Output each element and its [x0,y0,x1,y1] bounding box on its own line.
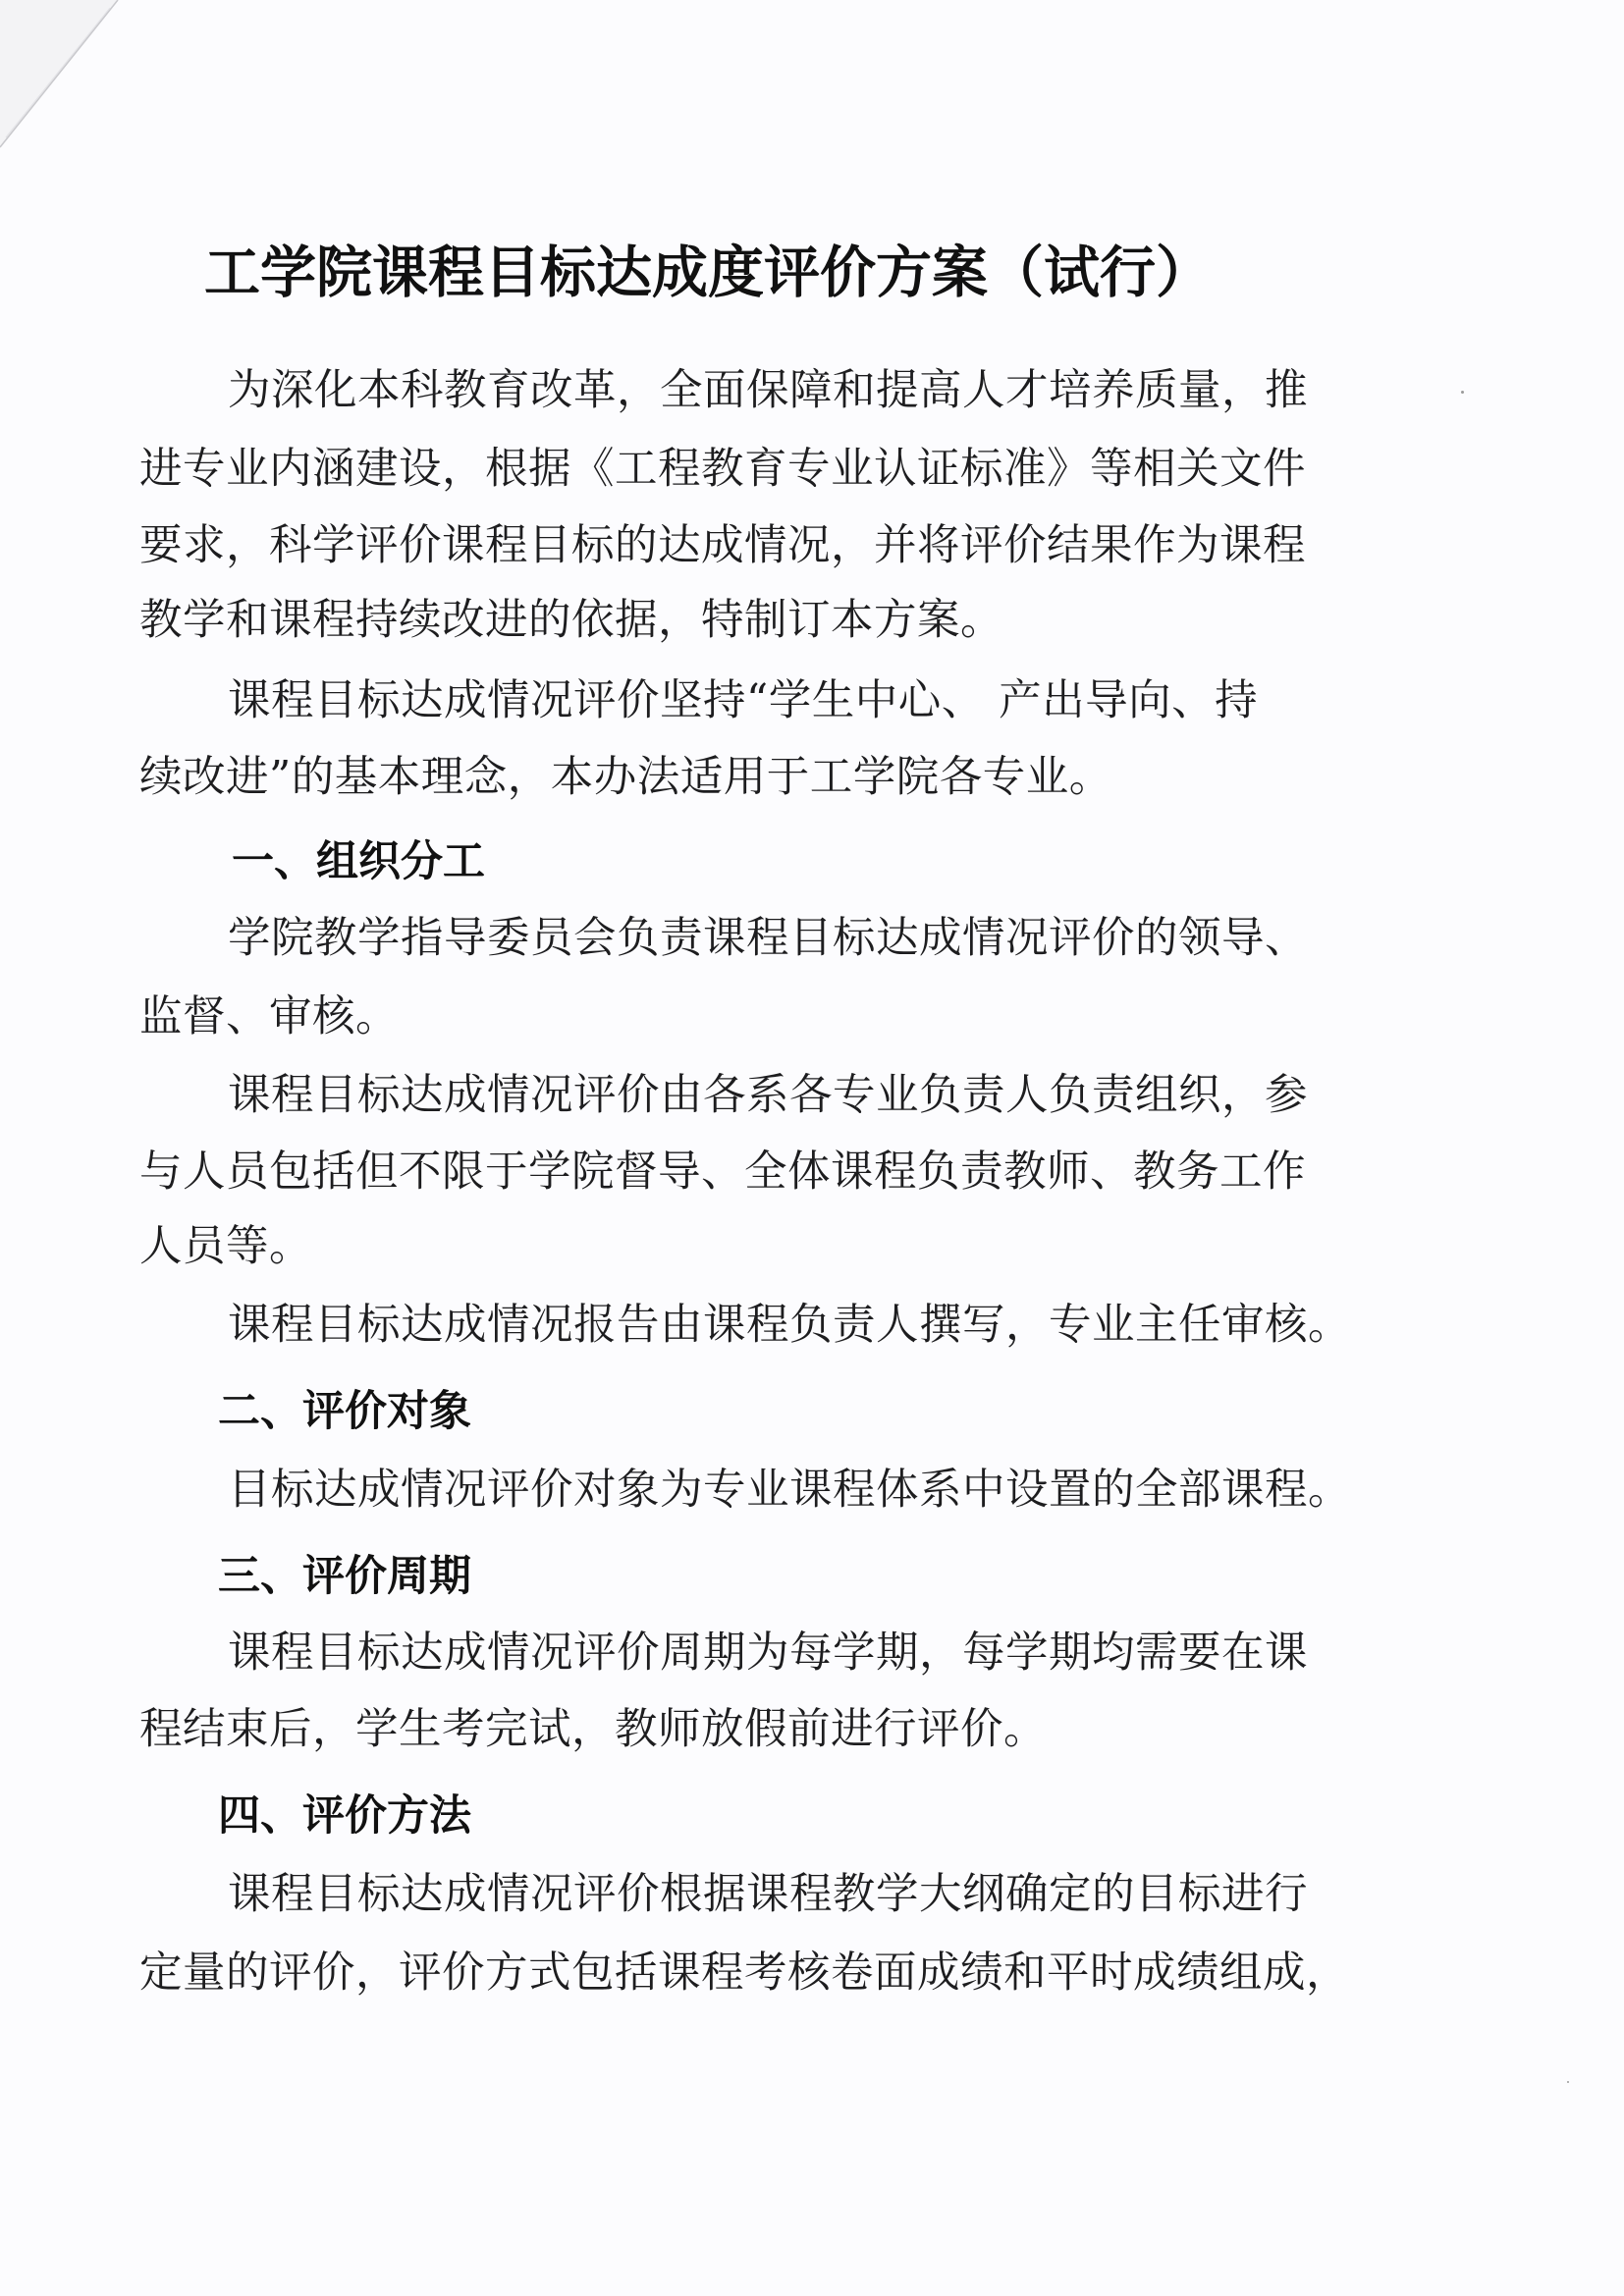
paragraph-line: 课程目标达成情况评价周期为每学期，每学期均需要在课 [228,1629,1308,1678]
paragraph-line: 课程目标达成情况评价由各系各专业负责人负责组织，参 [228,1071,1308,1120]
paragraph-line: 程结束后，学生考完试，教师放假前进行评价。 [139,1705,1047,1754]
paragraph-line: 课程目标达成情况报告由课程负责人撰写，专业主任审核。 [228,1301,1351,1350]
paragraph-line: 要求，科学评价课程目标的达成情况，并将评价结果作为课程 [139,521,1306,570]
paragraph-line: 人员等。 [139,1222,312,1271]
paragraph-line: 定量的评价，评价方式包括课程考核卷面成绩和平时成绩组成， [139,1949,1349,1998]
scan-corner-fold [0,0,167,187]
paragraph-line: 学院教学指导委员会负责课程目标达成情况评价的领导、 [228,914,1308,963]
paragraph-line: 进专业内涵建设，根据《工程教育专业认证标准》等相关文件 [139,445,1306,494]
section-heading: 四、评价方法 [218,1791,471,1841]
section-heading: 二、评价对象 [218,1387,471,1436]
paragraph-line: 课程目标达成情况评价根据课程教学大纲确定的目标进行 [228,1870,1308,1919]
paragraph-line: 课程目标达成情况评价坚持“学生中心、 产出导向、持 [228,676,1259,725]
paragraph-line: 监督、审核。 [139,992,399,1041]
section-heading: 三、评价周期 [218,1552,471,1601]
paragraph-line: 与人员包括但不限于学院督导、全体课程负责教师、教务工作 [139,1148,1306,1197]
paragraph-line: 续改进”的基本理念，本办法适用于工学院各专业。 [139,753,1112,802]
document-title: 工学院课程目标达成度评价方案（试行） [204,240,1212,305]
paragraph-line: 目标达成情况评价对象为专业课程体系中设置的全部课程。 [228,1466,1351,1515]
paragraph-line: 教学和课程持续改进的依据，特制订本方案。 [139,596,1003,645]
scan-speck [1461,391,1464,394]
scan-speck [1567,2081,1569,2083]
section-heading: 一、组织分工 [232,837,485,886]
paragraph-line: 为深化本科教育改革，全面保障和提高人才培养质量，推 [228,366,1308,415]
